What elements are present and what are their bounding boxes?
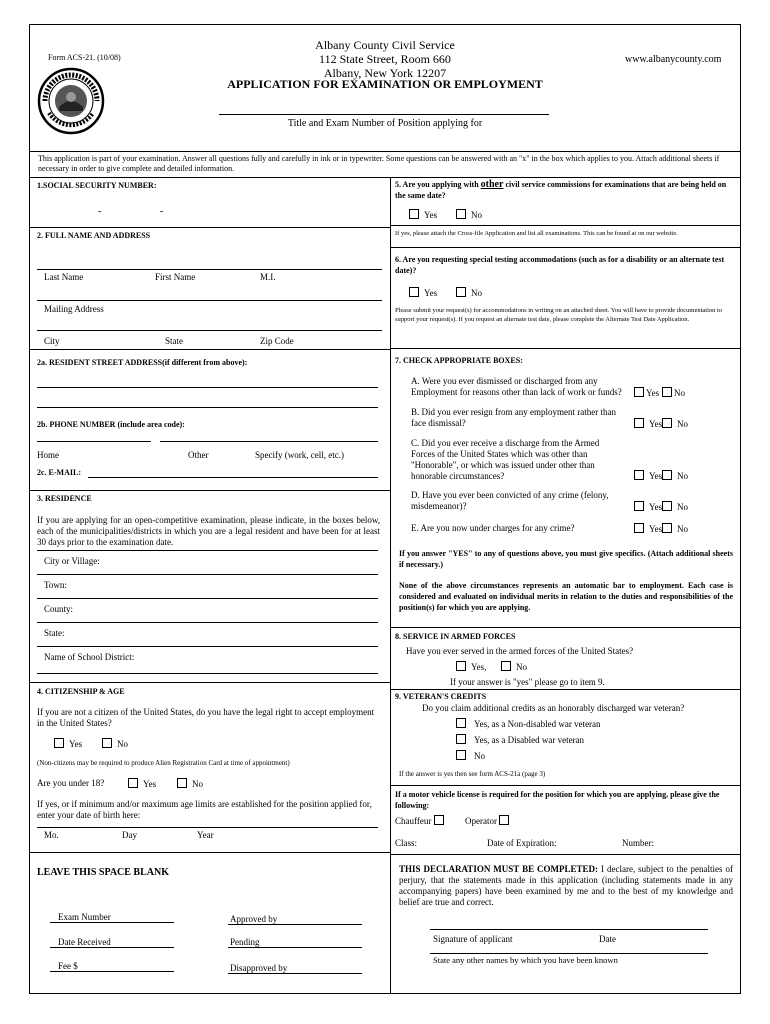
checkbox[interactable]	[434, 815, 444, 825]
pending-label: Pending	[230, 937, 260, 947]
org-name: Albany County Civil Service	[315, 38, 455, 52]
yes-label: Yes,	[471, 662, 487, 672]
yes-label: Yes	[646, 388, 660, 398]
q6-label: 6. Are you requesting special testing accommodations (such as for a disability or an alternate test date)?	[395, 255, 725, 275]
county-label: County:	[44, 604, 74, 614]
no-label: No	[677, 502, 688, 512]
fee-label: Fee $	[58, 961, 78, 971]
first-name-label: First Name	[155, 272, 196, 282]
state-residence-label: State:	[44, 628, 65, 638]
checkbox[interactable]	[634, 418, 644, 428]
divider	[29, 682, 390, 683]
q7e-no-option[interactable]	[662, 523, 688, 535]
home-label: Home	[37, 450, 59, 460]
yes-label: Yes	[649, 502, 663, 512]
chauffeur-option[interactable]	[395, 815, 449, 827]
email-label: 2c. E-MAIL:	[37, 468, 81, 477]
zip-label: Zip Code	[260, 336, 294, 346]
yes-label: Yes	[69, 739, 83, 749]
divider	[390, 854, 741, 855]
other-names-line[interactable]	[430, 953, 708, 954]
no-label: No	[677, 471, 688, 481]
q6-no-option[interactable]	[456, 287, 482, 299]
declaration-heading: THIS DECLARATION MUST BE COMPLETED:	[399, 864, 599, 874]
checkbox[interactable]	[662, 470, 672, 480]
other-names-label: State any other names by which you have been known	[433, 955, 618, 965]
residence-box-line	[37, 550, 378, 551]
q7-specifics-note: If you answer "YES" to any of questions above, you must give specifics. (Attach additional sheets if necessary.)	[399, 549, 733, 569]
divider	[29, 490, 390, 491]
citizen-yes-option[interactable]	[54, 738, 82, 750]
disabled-veteran-option[interactable]	[456, 734, 584, 746]
org-street: 112 State Street, Room 660	[319, 52, 451, 66]
yes-label: Yes	[424, 210, 438, 220]
residence-text: If you are applying for an open-competitive examination, please indicate, in the boxes below, each of the municipalities/districts in which you are a legal resident and have been for at least 30 days prior to the examination date.	[37, 515, 380, 547]
q7a-text: A. Were you ever dismissed or discharged from any Employment for reasons other than lack of work or funds?	[411, 376, 622, 397]
q7c-text: C. Did you ever receive a discharge from the Armed Forces of the United States which was other than "Honorable", or which was issued under other than honorable circumstances?	[411, 438, 600, 481]
alien-note: (Non-citizens may be required to produce Alien Registration Card at time of appointment)	[37, 759, 290, 767]
no-label: No	[117, 739, 128, 749]
month-label: Mo.	[44, 830, 59, 840]
ssn-dash: -	[98, 206, 102, 217]
divider	[29, 227, 390, 228]
residence-box-line[interactable]	[37, 646, 378, 647]
q7b-text: B. Did you ever resign from any employment rather than face dismissal?	[411, 407, 616, 428]
org-city: Albany, New York 12207	[323, 66, 447, 80]
operator-label: Operator	[465, 816, 497, 826]
checkbox[interactable]	[54, 738, 64, 748]
checkbox[interactable]	[456, 718, 466, 728]
q7c-yes-option[interactable]	[634, 470, 662, 482]
q7d-no-option[interactable]	[662, 501, 688, 513]
divider	[29, 852, 390, 853]
non-disabled-veteran-option[interactable]	[456, 718, 601, 730]
checkbox[interactable]	[128, 778, 138, 788]
mailing-address-label: Mailing Address	[44, 304, 104, 314]
approved-by-label: Approved by	[230, 914, 278, 924]
checkbox[interactable]	[634, 501, 644, 511]
citizenship-label: 4. CITIZENSHIP & AGE	[37, 687, 125, 696]
home-phone-input[interactable]	[37, 441, 151, 442]
veteran-option-label: Yes, as a Disabled war veteran	[474, 735, 585, 745]
signature-line[interactable]	[430, 929, 708, 930]
checkbox[interactable]	[634, 470, 644, 480]
specify-label: Specify (work, cell, etc.)	[255, 450, 344, 460]
q9-question: Do you claim additional credits as an honorably discharged war veteran?	[422, 703, 685, 713]
city-input-line[interactable]	[37, 330, 382, 331]
pending-line	[228, 947, 362, 948]
checkbox[interactable]	[456, 287, 466, 297]
name-input-line[interactable]	[37, 269, 382, 270]
checkbox[interactable]	[662, 523, 672, 533]
last-name-label: Last Name	[44, 272, 84, 282]
exam-number-line	[50, 922, 174, 923]
website-link[interactable]: www.albanycounty.com	[625, 54, 722, 65]
divider	[390, 247, 741, 248]
no-label: No	[677, 524, 688, 534]
signature-date-label: Date	[599, 934, 616, 944]
motor-vehicle-label: If a motor vehicle license is required for the position for which you are applying, please give the following:	[395, 790, 720, 810]
yes-label: Yes	[649, 471, 663, 481]
chauffeur-label: Chauffeur	[395, 816, 432, 826]
position-line[interactable]	[219, 114, 549, 115]
birth-date-input-line[interactable]	[37, 827, 378, 828]
citizen-no-option[interactable]	[102, 738, 128, 750]
disapproved-by-label: Disapproved by	[230, 963, 288, 973]
day-label: Day	[122, 830, 137, 840]
q9-label: 9. VETERAN'S CREDITS	[395, 692, 487, 701]
other-label: Other	[188, 450, 209, 460]
no-label: No	[677, 419, 688, 429]
disapproved-line	[228, 973, 362, 974]
no-label: No	[516, 662, 527, 672]
divider	[29, 151, 741, 152]
approved-line	[228, 924, 362, 925]
yes-label: Yes	[143, 779, 157, 789]
under18-yes-option[interactable]	[128, 778, 156, 790]
q8-question: Have you ever served in the armed forces of the United States?	[406, 646, 634, 656]
checkbox[interactable]	[662, 418, 672, 428]
checkbox[interactable]	[634, 387, 644, 397]
ssn-label: 1.SOCIAL SECURITY NUMBER:	[37, 181, 157, 190]
checkbox[interactable]	[177, 778, 187, 788]
other-phone-input[interactable]	[160, 441, 378, 442]
yes-label: Yes	[424, 288, 438, 298]
ssn-dash: -	[160, 206, 164, 217]
q7d-yes-option[interactable]	[634, 501, 662, 513]
checkbox[interactable]	[662, 501, 672, 511]
yes-label: Yes	[649, 419, 663, 429]
fee-line	[50, 971, 174, 972]
q7e-yes-option[interactable]	[634, 523, 662, 535]
city-label: City	[44, 336, 60, 346]
phone-label: 2b. PHONE NUMBER (include area code):	[37, 420, 185, 429]
q5-text: 5. Are you applying with	[395, 180, 481, 189]
checkbox[interactable]	[662, 387, 672, 397]
no-label: No	[192, 779, 203, 789]
class-label: Class:	[395, 838, 418, 848]
column-divider	[390, 177, 391, 994]
q5-text: civil service commissions for examinations that are being held on the same date?	[395, 180, 727, 200]
under18-no-option[interactable]	[177, 778, 203, 790]
exam-number-label: Exam Number	[58, 912, 111, 922]
checkbox[interactable]	[102, 738, 112, 748]
divider	[29, 349, 390, 350]
q5-other-word: other	[480, 179, 504, 190]
q7-bar-note: None of the above circumstances represents an automatic bar to employment. Each case is considered and evaluated on individual merits in relation to the duties and responsibilities of the position(s) for which you are applying.	[399, 581, 733, 612]
signature-label: Signature of applicant	[433, 934, 513, 944]
leave-blank-label: LEAVE THIS SPACE BLANK	[37, 867, 169, 878]
q5-yes-option[interactable]	[409, 209, 437, 221]
expiration-label: Date of Expiration:	[487, 838, 557, 848]
operator-option[interactable]	[465, 815, 514, 827]
residence-label: 3. RESIDENCE	[37, 494, 92, 503]
divider	[390, 689, 741, 690]
state-label: State	[165, 336, 183, 346]
divider	[390, 348, 741, 349]
residence-box-line[interactable]	[37, 598, 378, 599]
checkbox[interactable]	[456, 661, 466, 671]
q7e-text: E. Are you now under charges for any crime?	[411, 523, 575, 533]
city-village-label: City or Village:	[44, 556, 100, 566]
no-label: No	[471, 210, 482, 220]
birth-date-question: If yes, or if minimum and/or maximum age limits are established for the position applied for, enter your date of birth here:	[37, 799, 372, 820]
checkbox[interactable]	[456, 734, 466, 744]
q8-note: If your answer is "yes" please go to item 9.	[450, 677, 605, 687]
checkbox[interactable]	[499, 815, 509, 825]
mi-label: M.I.	[260, 272, 276, 282]
veteran-option-label: Yes, as a Non-disabled war veteran	[474, 719, 601, 729]
divider	[390, 225, 741, 226]
declaration-text	[399, 864, 733, 908]
divider	[29, 177, 741, 178]
date-received-line	[50, 947, 174, 948]
q8-label: 8. SERVICE IN ARMED FORCES	[395, 632, 516, 641]
residence-box-line[interactable]	[37, 574, 378, 575]
checkbox[interactable]	[456, 209, 466, 219]
checkbox[interactable]	[634, 523, 644, 533]
q7-label: 7. CHECK APPROPRIATE BOXES:	[395, 356, 523, 365]
resident-input-line[interactable]	[37, 387, 378, 388]
year-label: Year	[197, 830, 214, 840]
divider	[390, 785, 741, 786]
q5-no-option[interactable]	[456, 209, 482, 221]
mailing-input-line[interactable]	[37, 300, 382, 301]
yes-label: Yes	[649, 524, 663, 534]
school-district-label: Name of School District:	[44, 652, 135, 662]
q7c-no-option[interactable]	[662, 470, 688, 482]
q6-note: Please submit your request(s) for accommodations in writing on an attached sheet. You will have to provide documentation to support your request(s). If you request an alternate test date, please complete the Alternate Test Date Application.	[395, 307, 723, 323]
q8-yes-option[interactable]	[456, 661, 486, 673]
q6-yes-option[interactable]	[409, 287, 437, 299]
q7d-text: D. Have you ever been convicted of any crime (felony, misdemeanor)?	[411, 490, 609, 511]
divider	[390, 627, 741, 628]
no-label: No	[474, 751, 485, 761]
resident-input-line[interactable]	[37, 407, 378, 408]
checkbox[interactable]	[501, 661, 511, 671]
checkbox[interactable]	[409, 287, 419, 297]
page-title: APPLICATION FOR EXAMINATION OR EMPLOYMENT	[227, 77, 543, 91]
q7b-yes-option[interactable]	[634, 418, 662, 430]
q8-no-option[interactable]	[501, 661, 527, 673]
checkbox[interactable]	[456, 750, 466, 760]
q7a-no-option[interactable]	[662, 387, 685, 399]
residence-box-line[interactable]	[37, 673, 378, 674]
no-label: No	[471, 288, 482, 298]
name-address-label: 2. FULL NAME AND ADDRESS	[37, 231, 151, 240]
q7a-yes-option[interactable]	[634, 387, 659, 399]
q9-note: If the answer is yes then see form ACS-21a (page 3)	[399, 770, 546, 778]
checkbox[interactable]	[409, 209, 419, 219]
town-label: Town:	[44, 580, 67, 590]
ssn-input[interactable]	[40, 196, 380, 220]
intro-text: This application is part of your examination. Answer all questions fully and carefully in ink or in typewriter. Some questions can be answered with an "x" in the box which applies to you. Attach additional sheets if necessary in order to give complete and detailed information.	[38, 154, 720, 173]
veteran-no-option[interactable]	[456, 750, 485, 762]
resident-address-label: 2a. RESIDENT STREET ADDRESS(if different from above):	[37, 358, 248, 367]
form-number: Form ACS-21. (10/08)	[48, 53, 121, 62]
q7b-no-option[interactable]	[662, 418, 688, 430]
position-label: Title and Exam Number of Position applying for	[287, 118, 483, 129]
email-input-line[interactable]	[88, 477, 378, 478]
q5-note: If yes, please attach the Cross-file Application and list all examinations. This can be found at on our website.	[395, 230, 678, 237]
citizenship-question: If you are not a citizen of the United States, do you have the legal right to accept employment in the United States?	[37, 707, 375, 728]
license-number-label: Number:	[622, 838, 654, 848]
residence-box-line[interactable]	[37, 622, 378, 623]
no-label: No	[674, 388, 685, 398]
q5-label	[395, 179, 735, 201]
date-received-label: Date Received	[58, 937, 111, 947]
declaration-body: I declare, subject to the penalties of perjury, that the statements made in this application (including statements made in any accompanying papers) have been examined by me and to the best of my knowledge and belief are true and correct.	[399, 864, 734, 907]
under-18-label: Are you under 18?	[37, 778, 105, 788]
